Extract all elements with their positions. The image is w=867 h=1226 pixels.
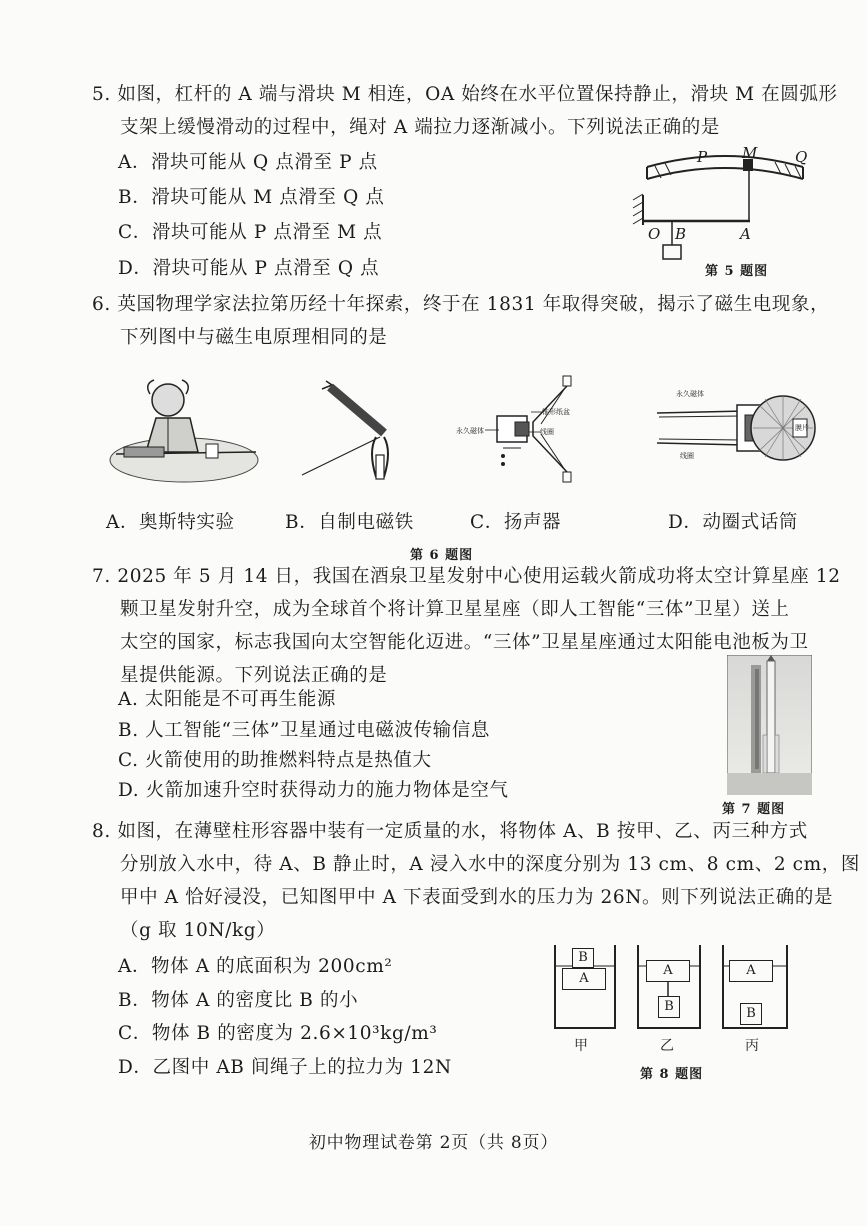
question-7-option-b: B. 人工智能“三体”卫星通过电磁波传输信息	[118, 720, 490, 741]
lever-label-q: Q	[795, 148, 808, 166]
question-6-line-1: 6. 英国物理学家法拉第历经十年探索，终于在 1831 年取得突破，揭示了磁生电现象，	[92, 294, 830, 315]
figure-5-caption: 第 5 题图	[705, 264, 769, 279]
lever-label-b: B	[675, 225, 687, 243]
container-1-block-b: B	[572, 948, 594, 968]
lever-label-p: P	[697, 148, 708, 166]
question-6-option-c: C．扬声器	[470, 512, 562, 533]
question-8-option-a: A．物体 A 的底面积为 200cm²	[118, 956, 393, 977]
question-5-option-b: B．滑块可能从 M 点滑至 Q 点	[118, 187, 385, 208]
figure-7-caption: 第 7 题图	[722, 802, 786, 817]
rocket-launch-photo	[727, 655, 812, 795]
question-8-line-2: 分别放入水中，待 A、B 静止时，A 浸入水中的深度分别为 13 cm、8 cm、2 cm，图	[120, 854, 860, 875]
speaker-label-coil: 线圈	[540, 428, 554, 436]
mic-label-diaphragm: 膜片	[795, 424, 809, 432]
question-6-option-b: B．自制电磁铁	[285, 512, 414, 533]
oersted-experiment-illustration	[106, 372, 261, 487]
question-7-option-d: D. 火箭加速升空时获得动力的施力物体是空气	[118, 780, 509, 801]
speaker-label-magnet: 永久磁体	[456, 427, 484, 435]
question-6	[92, 288, 862, 354]
question-5-option-c: C．滑块可能从 P 点滑至 M 点	[118, 222, 383, 243]
question-6-option-a: A．奥斯特实验	[106, 512, 235, 533]
question-7-line-2: 颗卫星发射升空，成为全球首个将计算卫星星座（即人工智能“三体”卫星）送上	[120, 599, 790, 620]
container-2-block-a: A	[646, 960, 690, 982]
question-7-line-1: 7. 2025 年 5 月 14 日，我国在酒泉卫星发射中心使用运载火箭成功将太空计算星座 12	[92, 566, 841, 587]
question-8-option-c: C．物体 B 的密度为 2.6×10³kg/m³	[118, 1023, 438, 1044]
question-5	[92, 78, 852, 144]
question-5-option-d: D．滑块可能从 P 点滑至 Q 点	[118, 258, 380, 279]
question-8-option-d: D．乙图中 AB 间绳子上的拉力为 12N	[118, 1057, 452, 1078]
question-8-line-3: 甲中 A 恰好浸没，已知图甲中 A 下表面受到水的压力为 26N。则下列说法正确的是	[120, 887, 834, 908]
container-label-yi: 乙	[660, 1038, 674, 1054]
lever-label-o: O	[648, 225, 661, 243]
figure-6-caption: 第 6 题图	[410, 548, 474, 563]
question-5-option-a: A．滑块可能从 Q 点滑至 P 点	[118, 152, 378, 173]
question-8	[92, 815, 862, 947]
container-label-jia: 甲	[574, 1038, 588, 1054]
lever-label-m: M	[742, 144, 758, 162]
container-label-bing: 丙	[745, 1038, 759, 1054]
lever-figure	[625, 145, 820, 265]
question-6-line-2: 下列图中与磁生电原理相同的是	[120, 327, 388, 348]
lever-label-a: A	[740, 225, 751, 243]
question-7-line-3: 太空的国家，标志我国向太空智能化迈进。“三体”卫星星座通过太阳能电池板为卫	[120, 632, 809, 653]
page-footer: 初中物理试卷第 2页（共 8页）	[308, 1133, 559, 1153]
mic-label-magnet: 永久磁体	[676, 390, 704, 398]
question-8-line-4: （g 取 10N/kg）	[120, 920, 276, 941]
question-7-line-4: 星提供能源。下列说法正确的是	[120, 665, 388, 686]
question-5-line-2: 支架上缓慢滑动的过程中，绳对 A 端拉力逐渐减小。下列说法正确的是	[120, 117, 720, 138]
figure-8-caption: 第 8 题图	[640, 1067, 704, 1082]
question-8-line-1: 8. 如图，在薄壁柱形容器中装有一定质量的水，将物体 A、B 按甲、乙、丙三种方式	[92, 821, 808, 842]
container-2-block-b: B	[658, 996, 680, 1018]
container-3-block-b: B	[740, 1003, 762, 1025]
question-5-line-1: 5. 如图，杠杆的 A 端与滑块 M 相连，OA 始终在水平位置保持静止，滑块 M 在圆弧形	[92, 84, 838, 105]
question-7-option-a: A. 太阳能是不可再生能源	[118, 689, 336, 710]
mic-label-coil: 线圈	[680, 452, 694, 460]
electromagnet-illustration	[296, 375, 406, 485]
question-7-option-c: C. 火箭使用的助推燃料特点是热值大	[118, 750, 432, 771]
question-6-option-d: D．动圈式话筒	[668, 512, 799, 533]
container-1-block-a: A	[562, 968, 606, 990]
question-8-option-b: B．物体 A 的密度比 B 的小	[118, 990, 359, 1011]
speaker-label-cone: 锥形纸盆	[542, 408, 570, 416]
container-3-block-a: A	[729, 960, 773, 982]
